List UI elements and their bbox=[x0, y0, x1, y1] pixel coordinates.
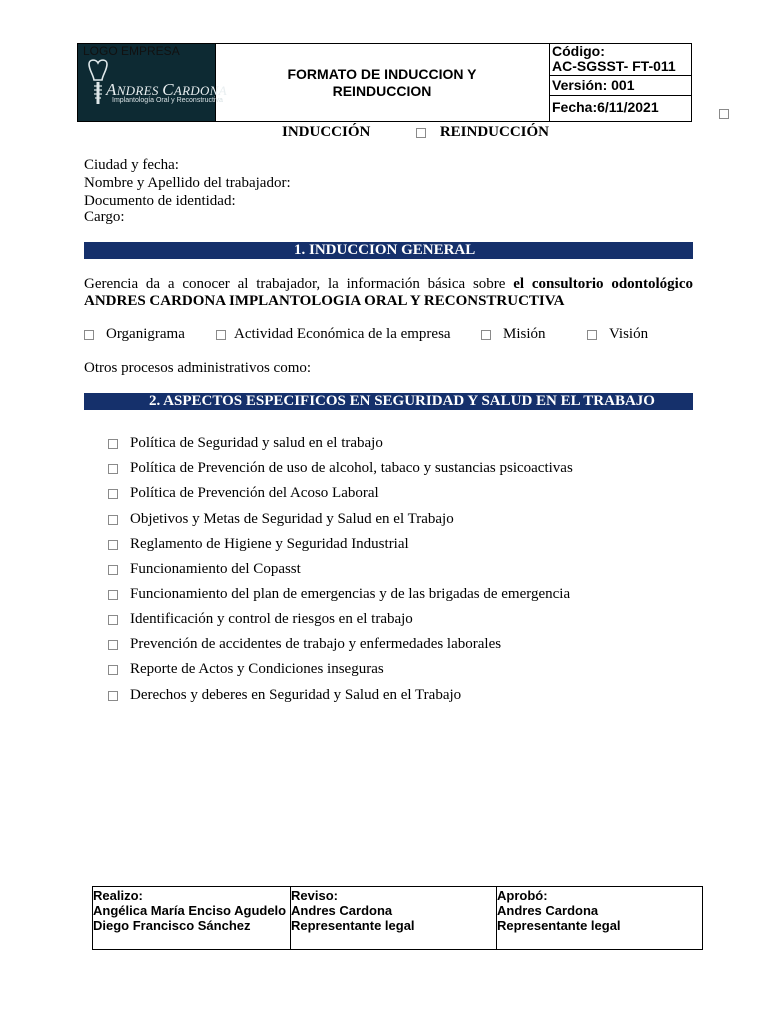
option-organigrama[interactable]: Organigrama bbox=[84, 326, 185, 343]
margin-checkbox[interactable] bbox=[719, 109, 729, 119]
logo-brand: ANDRES CARDONA bbox=[106, 80, 227, 99]
checkbox[interactable] bbox=[108, 665, 118, 675]
list-item[interactable]: Funcionamiento del plan de emergencias y de las brigadas de emergencia bbox=[108, 586, 570, 603]
document-title: FORMATO DE INDUCCION Y REINDUCCION bbox=[215, 44, 550, 121]
code-cell: Código: AC-SGSST- FT-011 bbox=[550, 44, 691, 76]
checkbox[interactable] bbox=[108, 691, 118, 701]
approved-by-cell: Aprobó: Andres Cardona Representante legal bbox=[497, 888, 621, 933]
checkbox[interactable] bbox=[108, 590, 118, 600]
checkbox[interactable] bbox=[108, 439, 118, 449]
checkbox[interactable] bbox=[108, 489, 118, 499]
list-item[interactable]: Identificación y control de riesgos en el trabajo bbox=[108, 611, 413, 628]
induction-type-row bbox=[282, 124, 549, 141]
position-field: Cargo: bbox=[84, 209, 125, 225]
list-item[interactable]: Reporte de Actos y Condiciones inseguras bbox=[108, 661, 384, 678]
section1-header: 1. INDUCCION GENERAL bbox=[84, 242, 693, 259]
list-item[interactable]: Prevención de accidentes de trabajo y enfermedades laborales bbox=[108, 636, 501, 653]
reinduccion-label: REINDUCCIÓN bbox=[439, 124, 550, 140]
checkbox[interactable] bbox=[108, 540, 118, 550]
worker-name-field: Nombre y Apellido del trabajador: bbox=[84, 175, 291, 191]
list-item[interactable]: Política de Prevención de uso de alcohol, tabaco y sustancias psicoactivas bbox=[108, 460, 573, 477]
reviewed-by-cell: Reviso: Andres Cardona Representante legal bbox=[291, 887, 497, 949]
document-meta bbox=[550, 44, 691, 121]
list-item[interactable]: Objetivos y Metas de Seguridad y Salud en el Trabajo bbox=[108, 511, 454, 528]
checkbox[interactable] bbox=[108, 565, 118, 575]
list-item[interactable]: Política de Prevención del Acoso Laboral bbox=[108, 485, 379, 502]
list-item[interactable]: Funcionamiento del Copasst bbox=[108, 561, 301, 578]
reinduccion-checkbox[interactable] bbox=[416, 128, 426, 138]
list-item[interactable]: Política de Seguridad y salud en el trabajo bbox=[108, 435, 383, 452]
city-date-field: Ciudad y fecha: bbox=[84, 157, 179, 173]
checkbox[interactable] bbox=[108, 464, 118, 474]
version-cell: Versión: 001 bbox=[550, 76, 691, 96]
header-table bbox=[77, 43, 692, 122]
list-item[interactable]: Reglamento de Higiene y Seguridad Industrial bbox=[108, 536, 409, 553]
made-by-cell: Realizo: Angélica María Enciso Agudelo Diego Francisco Sánchez bbox=[93, 887, 291, 949]
signature-table bbox=[92, 886, 703, 950]
document-id-field: Documento de identidad: bbox=[84, 193, 236, 209]
company-logo bbox=[78, 44, 227, 121]
logo-tagline: Implantología Oral y Reconstructiva bbox=[112, 97, 223, 104]
option-mision[interactable]: Misión bbox=[481, 326, 546, 343]
other-processes: Otros procesos administrativos como: bbox=[84, 360, 312, 376]
logo-label: LOGO EMPRESA bbox=[83, 44, 180, 58]
checkbox[interactable] bbox=[108, 615, 118, 625]
checkbox[interactable] bbox=[108, 515, 118, 525]
checkbox[interactable] bbox=[481, 330, 491, 340]
checkbox[interactable] bbox=[587, 330, 597, 340]
checkbox[interactable] bbox=[108, 640, 118, 650]
induccion-label: INDUCCIÓN bbox=[282, 124, 371, 140]
section1-intro: Gerencia da a conocer al trabajador, la información básica sobre el consultorio odontológico ANDRES CARDONA IMPLANTOLOGIA ORAL Y RECONSTRUCTIVA bbox=[84, 276, 693, 309]
section2-header: 2. ASPECTOS ESPECIFICOS EN SEGURIDAD Y SALUD EN EL TRABAJO bbox=[84, 393, 693, 410]
date-cell: Fecha:6/11/2021 bbox=[552, 99, 659, 115]
checkbox[interactable] bbox=[216, 330, 226, 340]
list-item[interactable]: Derechos y deberes en Seguridad y Salud en el Trabajo bbox=[108, 687, 461, 704]
option-vision[interactable]: Visión bbox=[587, 326, 648, 343]
option-actividad-economica[interactable]: Actividad Económica de la empresa bbox=[216, 326, 451, 343]
checkbox[interactable] bbox=[84, 330, 94, 340]
